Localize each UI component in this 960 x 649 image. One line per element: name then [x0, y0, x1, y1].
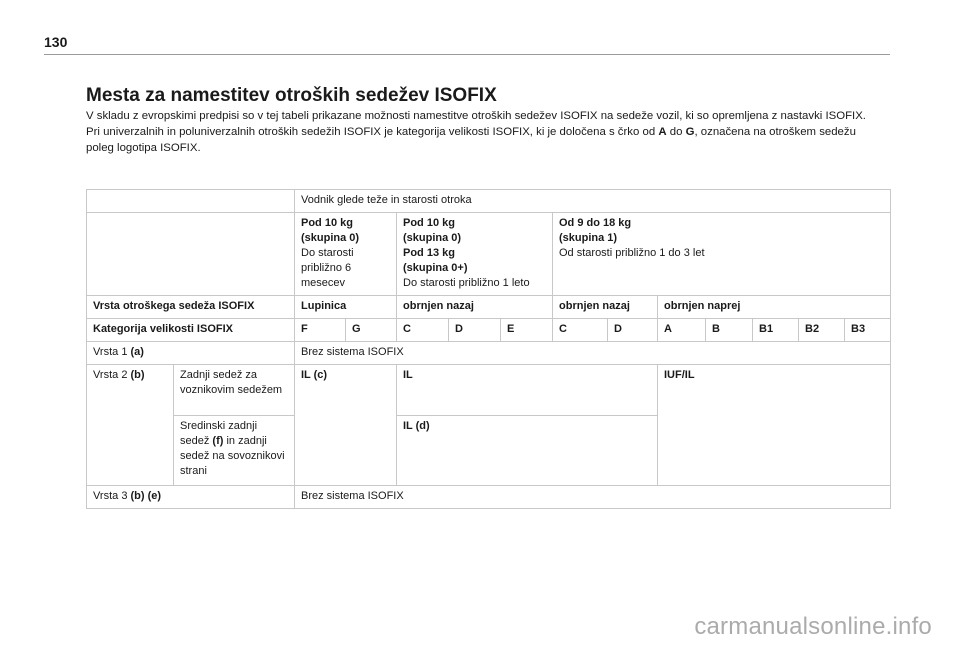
intro-text — [86, 108, 886, 156]
seat-type-carrycot: Lupinica — [295, 296, 397, 319]
row2-group0-value: IL (c) — [295, 365, 397, 486]
group-weight: Pod 13 kg — [403, 247, 455, 259]
row2-seat-behind-driver: Zadnji sedež za voznikovim sedežem — [174, 365, 295, 416]
footnote-ref: (a) — [130, 346, 144, 358]
group-name: (skupina 0+) — [403, 262, 468, 274]
group-age: Do starosti približno 1 leto — [403, 277, 530, 289]
seat-type-forward-facing: obrnjen naprej — [658, 296, 891, 319]
table-row-row3 — [87, 486, 891, 509]
seat-text: in zadnji sedež na sovoznikovi strani — [180, 435, 285, 477]
group-name: (skupina 0) — [403, 232, 462, 244]
size-category-cell: B — [706, 319, 753, 342]
group-weight: Od 9 do 18 kg — [559, 217, 632, 229]
row2-seat2-group0plus-value: IL (d) — [397, 416, 658, 486]
row2-seat-middle-passenger — [174, 416, 295, 486]
size-category-cell: C — [397, 319, 449, 342]
seat-type-rear-facing: obrnjen nazaj — [397, 296, 553, 319]
size-category-cell: G — [346, 319, 397, 342]
seat-text: Sredinski zadnji sedež — [180, 420, 258, 447]
page-title: Mesta za namestitev otroških sedežev ISOFIX — [86, 85, 497, 106]
intro-text-fragment: do — [666, 126, 686, 138]
size-category-cell: D — [449, 319, 501, 342]
size-category-cell: B2 — [799, 319, 845, 342]
size-category-cell: A — [658, 319, 706, 342]
table-row-seat-type — [87, 296, 891, 319]
letter-a: A — [658, 126, 667, 138]
size-category-cell: B1 — [753, 319, 799, 342]
row3-label — [87, 486, 295, 509]
size-category-cell: B3 — [845, 319, 891, 342]
footnote-ref: (b) — [130, 369, 145, 381]
table-corner-cell — [87, 190, 295, 213]
row-label-text: Vrsta 3 — [93, 490, 128, 502]
group-weight: Pod 10 kg — [403, 217, 455, 229]
watermark: carmanualsonline.info — [694, 613, 932, 640]
table-row-row1 — [87, 342, 891, 365]
intro-paragraph-1: V skladu z evropskimi predpisi so v tej tabeli prikazane možnosti namestitve otroških sedežev ISOFIX na sedeže vozil, ki so opremljena z nastavki ISOFIX. — [86, 110, 866, 122]
row1-label — [87, 342, 295, 365]
table-row-groups — [87, 213, 891, 296]
row3-value: Brez sistema ISOFIX — [295, 486, 891, 509]
group-weight: Pod 10 kg — [301, 217, 353, 229]
letter-g: G — [685, 126, 695, 138]
group-name: (skupina 1) — [559, 232, 618, 244]
row2-seat1-group0plus-value: IL — [397, 365, 658, 416]
size-category-cell: D — [608, 319, 658, 342]
group-1-cell — [553, 213, 891, 296]
table-empty-cell — [87, 213, 295, 296]
intro-text-fragment: Pri univerzalnih in poluniverzalnih otroških sedežih ISOFIX je kategorija velikosti ISOFIX, ki je določena s črko od — [86, 126, 659, 138]
size-category-cell: E — [501, 319, 553, 342]
group-name: (skupina 0) — [301, 232, 360, 244]
header-divider — [44, 54, 890, 55]
table-row-guide — [87, 190, 891, 213]
table-row-row2-seat1 — [87, 365, 891, 416]
intro-text-fragment: , označena na otroškem sedežu poleg logotipa ISOFIX. — [86, 126, 856, 154]
footnote-ref: (f) — [212, 435, 224, 447]
seat-type-rear-facing: obrnjen nazaj — [553, 296, 658, 319]
row-label-text: Vrsta 1 — [93, 346, 128, 358]
group-0-0plus-cell — [397, 213, 553, 296]
intro-paragraph-2 — [86, 124, 886, 156]
group-age: Do starosti približno 6 mesecev — [301, 247, 354, 289]
table-row-size-category — [87, 319, 891, 342]
row2-label — [87, 365, 174, 486]
footnote-ref: (b) (e) — [130, 490, 162, 502]
group-0-cell — [295, 213, 397, 296]
isofix-table — [86, 189, 891, 509]
size-category-cell: C — [553, 319, 608, 342]
weight-age-guide-header: Vodnik glede teže in starosti otroka — [295, 190, 891, 213]
row2-group1-value: IUF/IL — [658, 365, 891, 486]
size-category-cell: F — [295, 319, 346, 342]
group-age: Od starosti približno 1 do 3 let — [559, 247, 705, 259]
size-category-label: Kategorija velikosti ISOFIX — [87, 319, 295, 342]
row-label-text: Vrsta 2 — [93, 369, 128, 381]
seat-type-label: Vrsta otroškega sedeža ISOFIX — [87, 296, 295, 319]
row1-value: Brez sistema ISOFIX — [295, 342, 891, 365]
page-number: 130 — [44, 34, 68, 50]
